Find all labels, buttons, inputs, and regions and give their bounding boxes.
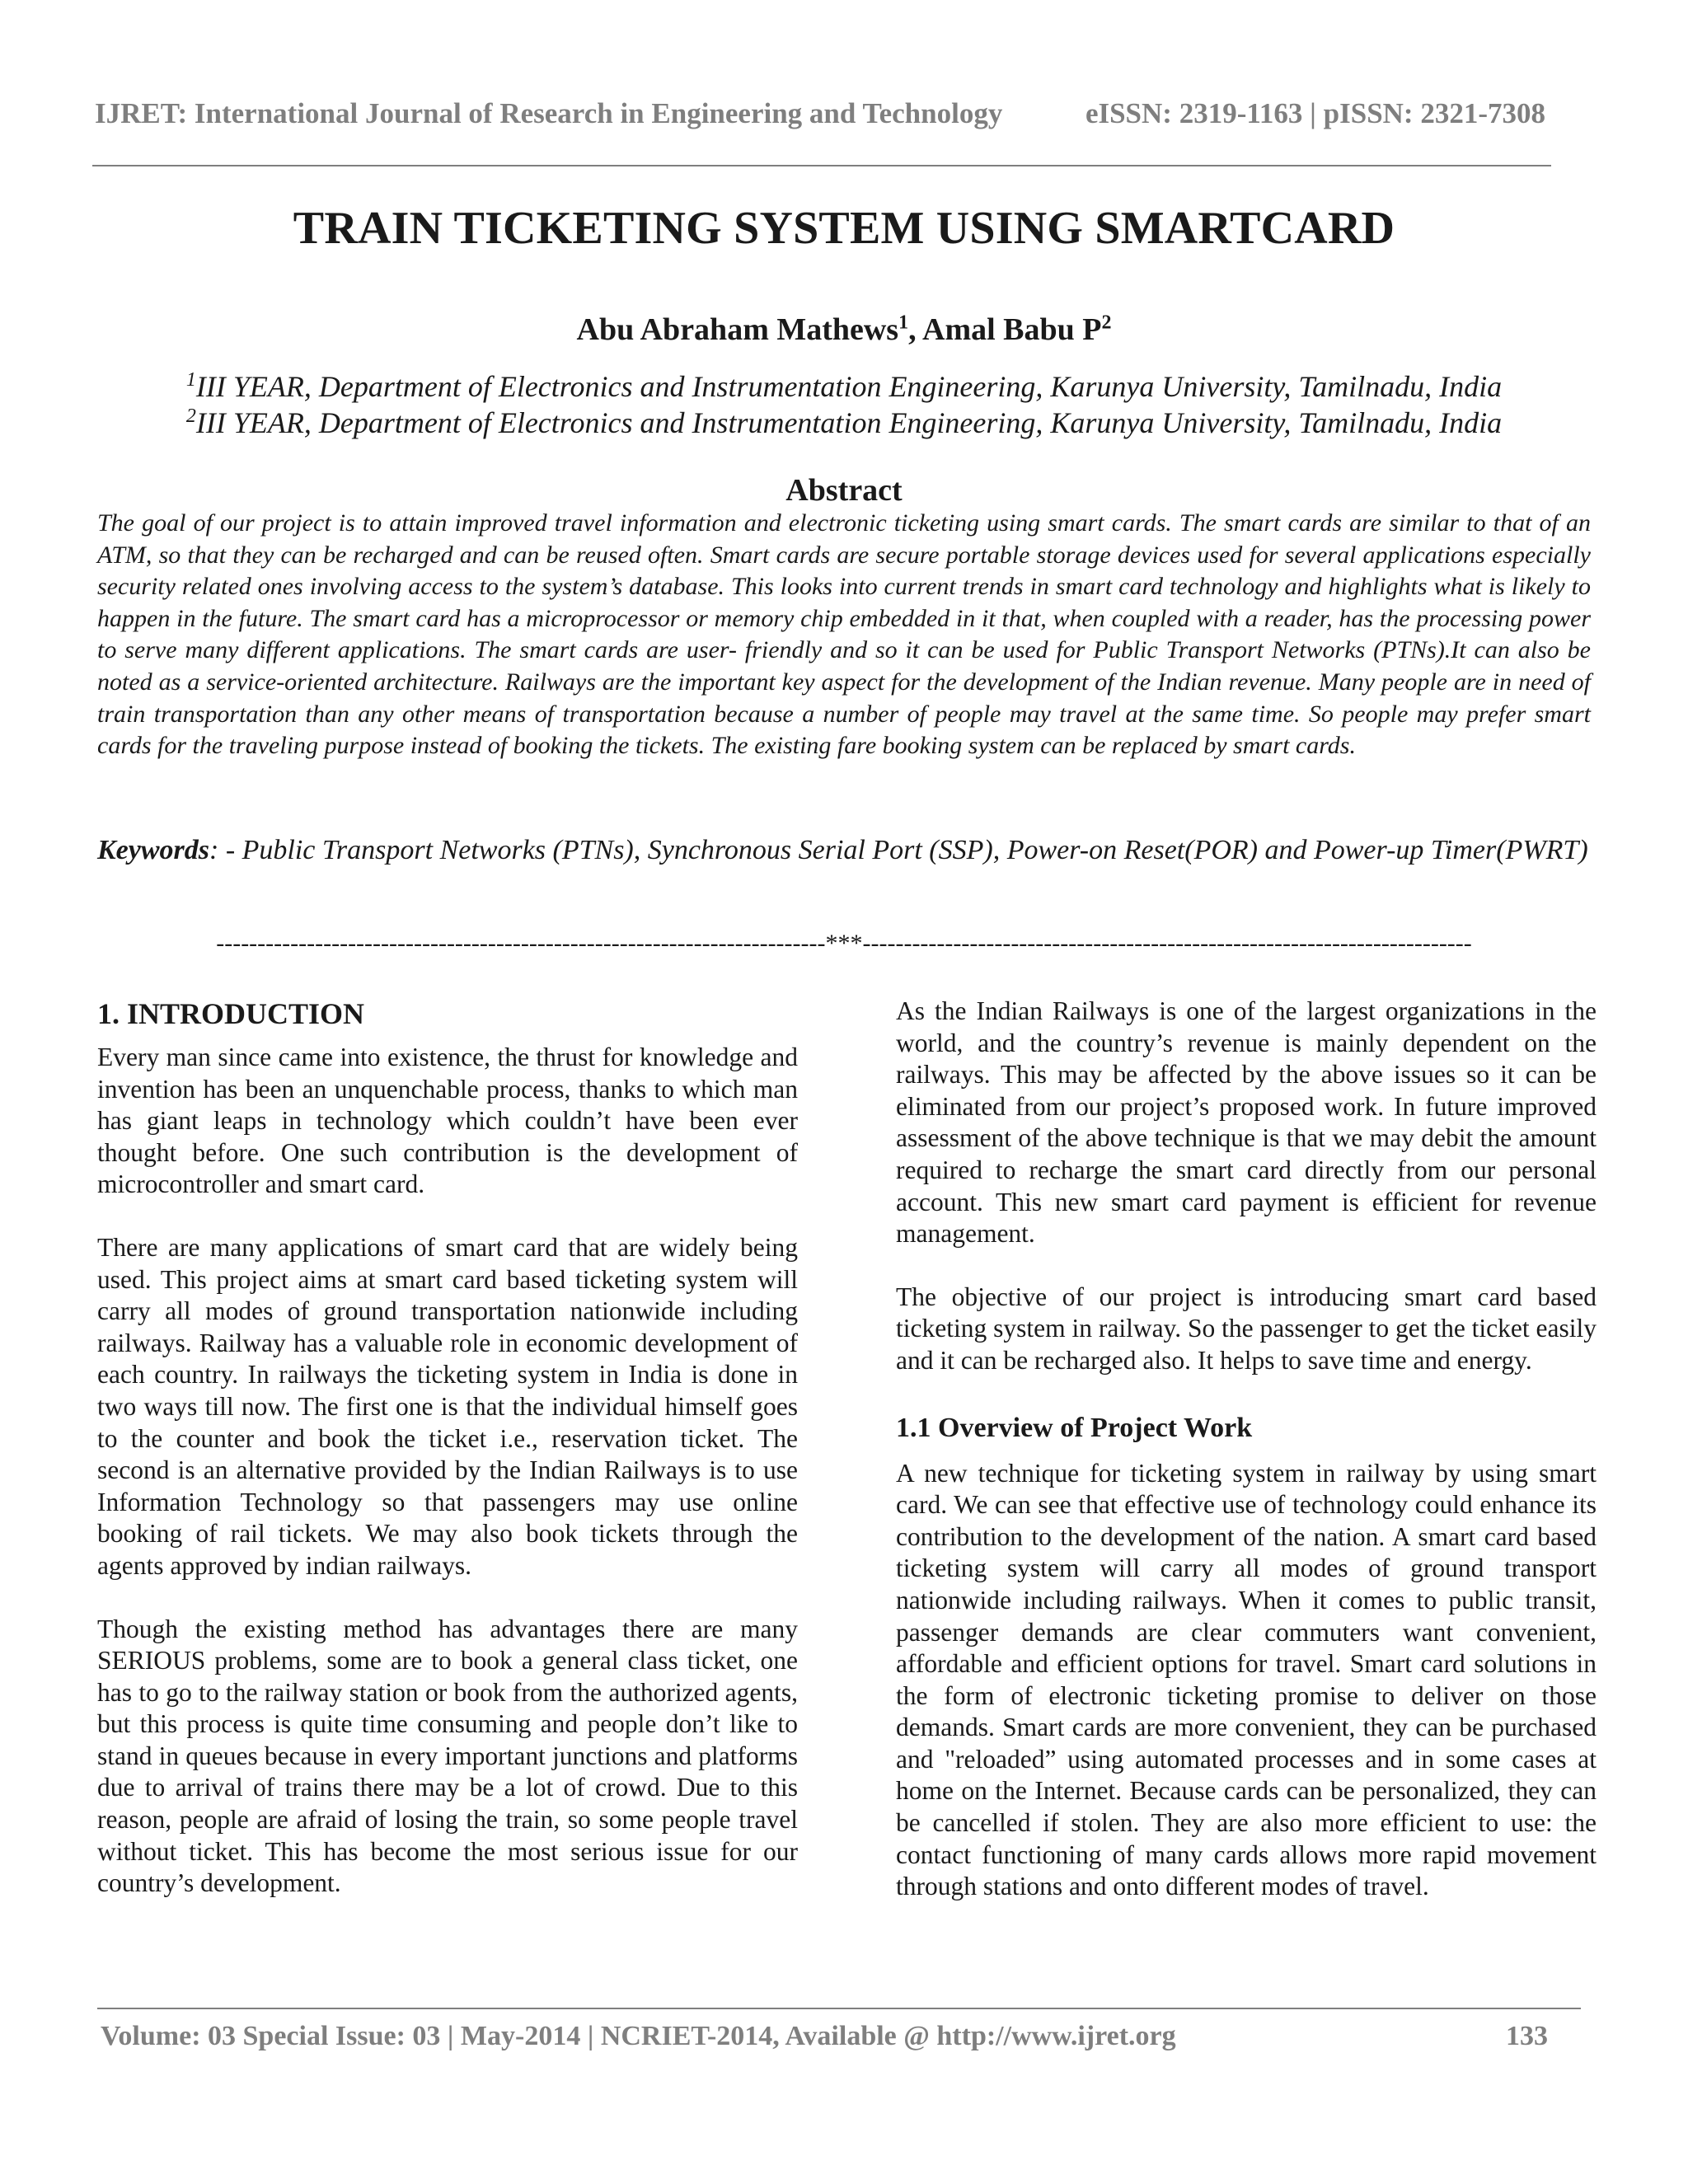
author-name: Abu Abraham Mathews bbox=[576, 312, 899, 347]
paragraph: Though the existing method has advantages there are many SERIOUS problems, some are to book a general class ticket, one has to go to the railway station or book from the authorized agents, but this process is quite time consuming and people don’t like to stand in queues because in every important junctions and platforms due to arrival of trains there may be a lot of crowd. Due to this reason, people are afraid of losing the train, so some people travel without ticket. This has become the most serious issue for our country’s development. bbox=[97, 1614, 798, 1898]
abstract-body: The goal of our project is to attain improved travel information and electronic ticketing using smart cards. The smart cards are similar to that of an ATM, so that they can be recharged and can be reused often. Smart cards are secure portable storage devices used for several applications especially security related ones involving access to the system’s database. This looks into current trends in smart card technology and highlights what is likely to happen in the future. The smart card has a microprocessor or memory chip embedded in it that, when coupled with a reader, has the processing power to serve many different applications. The smart cards are user- friendly and so it can be used for Public Transport Networks (PTNs).It can also be noted as a service-oriented architecture. Railways are the important key aspect for the development of the Indian revenue. Many people are in need of train transportation than any other means of transportation because a number of people may travel at the same time. So people may prefer smart cards for the traveling purpose instead of booking the tickets. The existing fare booking system can be replaced by smart cards. bbox=[97, 509, 1591, 760]
issn-info: eISSN: 2319-1163 | pISSN: 2321-7308 bbox=[1085, 97, 1545, 129]
section-heading: 1. INTRODUCTION bbox=[97, 997, 365, 1030]
author-superscript: 2 bbox=[1101, 312, 1112, 334]
author-line bbox=[0, 312, 1688, 348]
page-number: 133 bbox=[1506, 2021, 1548, 2051]
journal-name: IJRET: International Journal of Research in Engineering and Technology bbox=[95, 97, 1003, 129]
affiliation-superscript: 2 bbox=[185, 405, 196, 427]
keywords bbox=[97, 826, 1591, 875]
author-name: Amal Babu P bbox=[922, 312, 1102, 347]
affiliation-superscript: 1 bbox=[185, 369, 196, 391]
affiliation bbox=[0, 405, 1688, 440]
running-footer bbox=[101, 2021, 1548, 2052]
header-divider bbox=[92, 165, 1551, 166]
footer-citation: Volume: 03 Special Issue: 03 | May-2014 | NCRIET-2014, Available @ http://www.ijret.org bbox=[101, 2021, 1176, 2051]
keywords-label: Keywords bbox=[97, 835, 209, 865]
paragraph: A new technique for ticketing system in railway by using smart card. We can see that effective use of technology could enhance its contribution to the development of the nation. A smart card based ticketing system will carry all modes of ground transport nationwide including railways. When it comes to public transit, passenger demands are clear commuters want convenient, affordable and efficient options for travel. Smart card solutions in the form of electronic ticketing promise to deliver on those demands. Smart cards are more convenient, they can be purchased and "reloaded” using automated processes and in some cases at home on the Internet. Because cards can be personalized, they can be cancelled if stolen. They are also more efficient to use: the contact functioning of many cards allows more rapid movement through stations and onto different modes of travel. bbox=[896, 1458, 1597, 1901]
abstract-heading: Abstract bbox=[785, 473, 903, 508]
paragraph: Every man since came into existence, the thrust for knowledge and invention has been an unquenchable process, thanks to which man has giant leaps in technology which couldn’t have been ever thought before. One such contribution is the development of microcontroller and smart card. bbox=[97, 1043, 798, 1199]
paper-title: TRAIN TICKETING SYSTEM USING SMARTCARD bbox=[293, 203, 1395, 254]
paragraph: There are many applications of smart card that are widely being used. This project aims at smart card based ticketing system will carry all modes of ground transportation nationwide including railways. Railway has a valuable role in economic development of each country. In railways the ticketing system in India is done in two ways till now. The first one is that the individual himself goes to the counter and book the ticket i.e., reservation ticket. The second is an alternative provided by the Indian Railways is to use Information Technology so that passengers may use online booking of rail tickets. We may also book tickets through the agents approved by indian railways. bbox=[97, 1232, 798, 1580]
keywords-text: : - Public Transport Networks (PTNs), Synchronous Serial Port (SSP), Power-on Reset(POR) and Power-up Timer(PWRT) bbox=[209, 835, 1588, 865]
author-superscript: 1 bbox=[898, 312, 909, 334]
running-header bbox=[95, 97, 1545, 130]
paragraph: The objective of our project is introducing smart card based ticketing system in railway. So the passenger to get the ticket easily and it can be recharged also. It helps to save time and energy. bbox=[896, 1282, 1597, 1375]
affiliation-text: III YEAR, Department of Electronics and Instrumentation Engineering, Karunya University, Tamilnadu, India bbox=[195, 370, 1503, 403]
paragraph: As the Indian Railways is one of the largest organizations in the world, and the country’s revenue is mainly dependent on the railways. This may be affected by the above issues so it can be eliminated from our project’s proposed work. In future improved assessment of the above technique is that we may debit the amount required to recharge the smart card directly from our personal account. This new smart card payment is efficient for revenue management. bbox=[896, 996, 1597, 1249]
author-separator: , bbox=[908, 312, 923, 347]
subsection-heading: 1.1 Overview of Project Work bbox=[896, 1412, 1253, 1443]
affiliation bbox=[0, 369, 1688, 404]
left-column bbox=[97, 996, 798, 1900]
affiliation-text: III YEAR, Department of Electronics and Instrumentation Engineering, Karunya University, Tamilnadu, India bbox=[195, 406, 1503, 439]
section-divider: --------------------------------------------------------------------------***-------------------------------------------------------------------------- bbox=[216, 930, 1472, 957]
right-column bbox=[896, 996, 1597, 1903]
footer-divider bbox=[97, 2008, 1581, 2009]
